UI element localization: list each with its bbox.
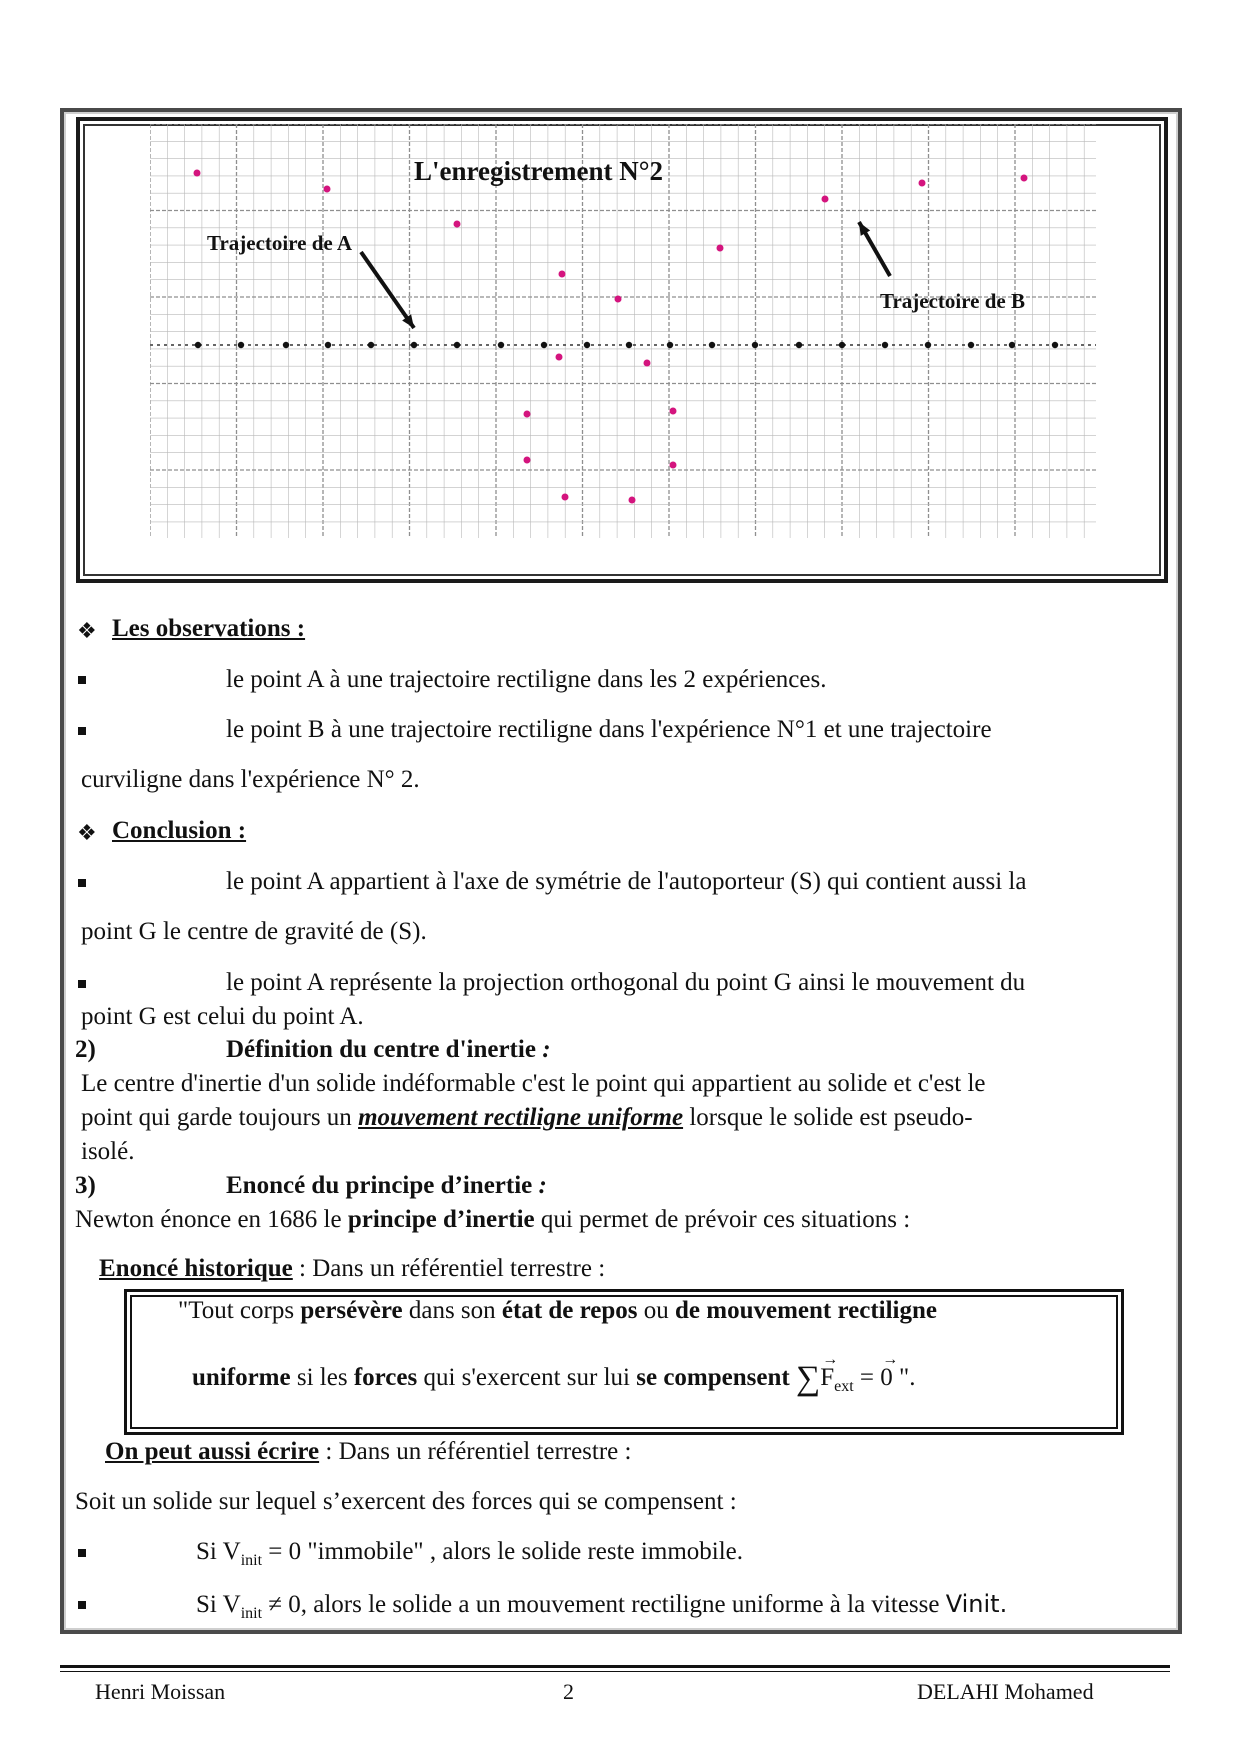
arrow-to-trajectory-a — [361, 252, 414, 328]
case1-si: Si V — [196, 1538, 241, 1565]
section2-title-line — [226, 1035, 551, 1065]
quote-part: "Tout corps — [178, 1297, 301, 1324]
point-a-marker — [925, 342, 931, 348]
section3-number: 3) — [75, 1172, 96, 1199]
quote-line1 — [178, 1296, 937, 1326]
section3-intro-after: qui permet de prévoir ces situations : — [534, 1206, 911, 1233]
quote-bold: forces — [353, 1364, 418, 1391]
section2-title: Définition du centre d'inertie — [226, 1036, 536, 1063]
footer-page-number: 2 — [563, 1679, 574, 1704]
point-b-marker — [670, 408, 677, 415]
point-b-marker — [454, 221, 461, 228]
quote-bold: persévère — [300, 1297, 403, 1324]
point-b-marker — [822, 196, 829, 203]
section2-line3: isolé. — [81, 1138, 135, 1165]
square-bullet-icon — [78, 1549, 86, 1557]
point-b-marker — [644, 360, 651, 367]
conclusion-item-2-line2: point G est celui du point A. — [81, 1003, 364, 1030]
case2-rest: ≠ 0, alors le solide a un mouvement rectiligne uniforme à la vitesse — [262, 1591, 946, 1618]
point-a-marker — [626, 342, 632, 348]
point-a-marker — [796, 342, 802, 348]
conclusion-heading: Conclusion : — [112, 817, 247, 844]
section2-number: 2) — [75, 1036, 96, 1063]
quote-part: si les — [290, 1364, 354, 1391]
point-a-marker — [541, 342, 547, 348]
point-a-marker — [238, 342, 244, 348]
point-a-marker — [283, 342, 289, 348]
point-a-marker — [1009, 342, 1015, 348]
point-a-marker — [839, 342, 845, 348]
point-a-marker — [882, 342, 888, 348]
point-b-marker — [556, 354, 563, 361]
quote-end: ". — [892, 1364, 916, 1391]
point-b-marker — [1021, 175, 1028, 182]
point-b-marker — [524, 411, 531, 418]
sum-symbol: ∑ — [795, 1360, 821, 1397]
conclusion-item-1-line1: le point A appartient à l'axe de symétrie de l'autoporteur (S) qui contient aussi la — [226, 868, 1027, 895]
section2-colon: : — [535, 1036, 551, 1063]
solid-line: Soit un solide sur lequel s’exercent des forces qui se compensent : — [75, 1488, 737, 1515]
ext-subscript: ext — [834, 1378, 854, 1395]
quote-line2 — [192, 1360, 916, 1402]
quote-bold: de mouvement rectiligne — [675, 1297, 938, 1324]
square-bullet-icon — [78, 676, 86, 684]
observations-heading: Les observations : — [112, 615, 306, 642]
equals-sign: = — [853, 1364, 881, 1391]
point-b-marker — [615, 296, 622, 303]
square-bullet-icon — [78, 980, 86, 988]
section3-title-line — [226, 1171, 547, 1201]
historic-label: Enoncé historique — [99, 1255, 293, 1282]
label-trajectoire-b: Trajectoire de B — [880, 289, 1026, 313]
observation-item-1: le point A à une trajectoire rectiligne dans les 2 expériences. — [226, 666, 827, 693]
point-a-marker — [709, 342, 715, 348]
footer-rule-thin — [60, 1671, 1170, 1672]
case2-si: Si V — [196, 1591, 241, 1618]
point-a-marker — [325, 342, 331, 348]
quote-part: qui s'exercent sur lui — [417, 1364, 637, 1391]
conclusion-item-1-line2: point G le centre de gravité de (S). — [81, 918, 427, 945]
observation-item-2-line2: curviligne dans l'expérience N° 2. — [81, 766, 420, 793]
point-b-marker — [524, 457, 531, 464]
also-label: On peut aussi écrire — [105, 1438, 320, 1465]
section3-intro — [75, 1205, 910, 1235]
quote-bold: se compensent — [636, 1364, 790, 1391]
case1-sub: init — [240, 1552, 263, 1569]
quote-bold: état de repos — [501, 1297, 638, 1324]
point-b-marker — [559, 271, 566, 278]
quote-part: ou — [637, 1297, 676, 1324]
square-bullet-icon — [78, 727, 86, 735]
diamond-bullet-icon: ❖ — [77, 820, 97, 845]
case2-sub: init — [240, 1605, 263, 1622]
also-after: : Dans un référentiel terrestre : — [319, 1438, 632, 1465]
zero-vector: → 0 — [880, 1363, 893, 1393]
point-b-marker — [324, 186, 331, 193]
section3-title: Enoncé du principe d’inertie — [226, 1172, 533, 1199]
case2-line — [196, 1589, 1007, 1629]
quote-part: dans son — [402, 1297, 502, 1324]
force-vector: → F — [820, 1363, 834, 1393]
point-a-marker — [752, 342, 758, 348]
section2-line2-before: point qui garde toujours un — [81, 1104, 359, 1131]
section3-intro-bold: principe d’inertie — [347, 1206, 535, 1233]
point-b-marker — [717, 245, 724, 252]
footer-left: Henri Moissan — [95, 1679, 226, 1704]
square-bullet-icon — [78, 1601, 86, 1609]
also-line — [105, 1437, 631, 1467]
case1-rest: = 0 "immobile" , alors le solide reste immobile. — [262, 1538, 744, 1565]
case1-line — [196, 1537, 743, 1576]
diamond-bullet-icon: ❖ — [77, 618, 97, 643]
point-b-marker — [670, 462, 677, 469]
section2-line2 — [81, 1103, 973, 1133]
historic-after: : Dans un référentiel terrestre : — [292, 1255, 606, 1282]
point-b-marker — [194, 170, 201, 177]
point-a-marker — [968, 342, 974, 348]
section2-emphasis: mouvement rectiligne uniforme — [358, 1104, 684, 1131]
observation-item-2-line1: le point B à une trajectoire rectiligne dans l'expérience N°1 et une trajectoire — [226, 716, 992, 743]
point-a-marker — [368, 342, 374, 348]
point-b-marker — [629, 497, 636, 504]
footer-rule — [60, 1665, 1170, 1668]
square-bullet-icon — [78, 879, 86, 887]
point-a-marker — [667, 342, 673, 348]
historic-line — [99, 1254, 605, 1284]
point-a-marker — [584, 342, 590, 348]
point-b-marker — [919, 180, 926, 187]
section3-colon: : — [532, 1172, 547, 1199]
section2-line1: Le centre d'inertie d'un solide indéformable c'est le point qui appartient au solide et c'est le — [81, 1070, 986, 1097]
footer-right: DELAHI Mohamed — [917, 1679, 1094, 1704]
quote-bold: uniforme — [192, 1364, 291, 1391]
point-a-marker — [411, 342, 417, 348]
point-a-marker — [498, 342, 504, 348]
recording-figure — [150, 124, 1096, 538]
point-a-marker — [195, 342, 201, 348]
conclusion-item-2-line1: le point A représente la projection orthogonal du point G ainsi le mouvement du — [226, 969, 1026, 996]
figure-title: L'enregistrement N°2 — [414, 156, 663, 186]
case2-end: Vinit. — [945, 1590, 1008, 1618]
point-a-marker — [454, 342, 460, 348]
point-a-marker — [1052, 342, 1058, 348]
section3-intro-before: Newton énonce en 1686 le — [75, 1206, 348, 1233]
point-b-marker — [562, 494, 569, 501]
label-trajectoire-a: Trajectoire de A — [207, 231, 353, 255]
section2-line2-after: lorsque le solide est pseudo- — [683, 1104, 973, 1131]
